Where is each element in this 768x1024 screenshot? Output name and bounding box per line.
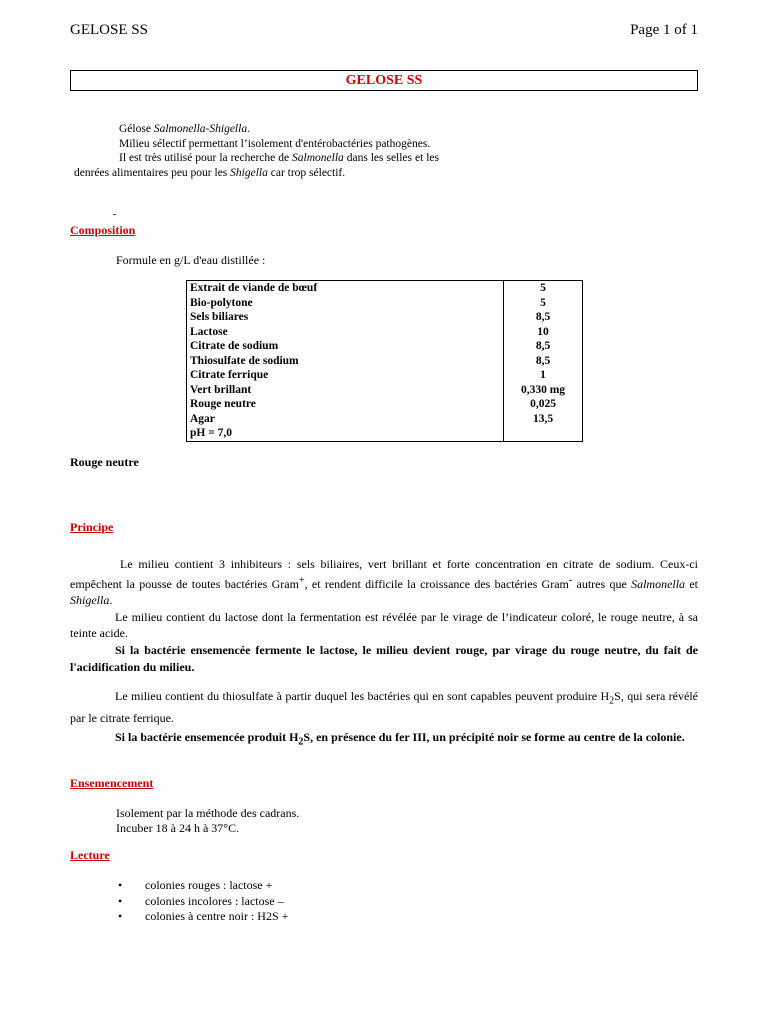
- ingredient-name: Bio-polytone: [187, 296, 504, 311]
- bullet-icon: •: [118, 909, 123, 923]
- composition-heading: Composition: [70, 223, 136, 237]
- table-row: [187, 368, 583, 383]
- intro-line-2: Milieu sélectif permettant l’isolement d'entérobactéries pathogènes.: [119, 137, 431, 150]
- ingredient-value: 5: [540, 296, 546, 309]
- principe-paragraph-1: Le milieu contient 3 inhibiteurs : sels biliaires, vert brillant et forte concentration en citrate de sodium. Ceux-ci empêchent la pousse de toutes bactéries Gram+, et rendent difficile la croissance des bactéries Gram- autres que Salmonella et Shigella. Le milieu contient du lactose dont la fermentation est révélée par le virage de l’indicateur coloré, le rouge neutre, à sa teinte acide.: [70, 557, 699, 640]
- table-row: [187, 426, 583, 441]
- principe-paragraph-3: Si la bactérie ensemencée fermente le lactose, le milieu devient rouge, par virage du rouge neutre, du fait de l'acidification du milieu.: [70, 643, 698, 674]
- ingredient-name: Extrait de viande de bœuf: [187, 281, 504, 296]
- ingredient-value: 0,025: [530, 398, 556, 410]
- ingredient-value: 10: [537, 325, 549, 338]
- ingredient-value: 1: [540, 369, 546, 381]
- table-row: [187, 339, 583, 354]
- lecture-list: [115, 878, 288, 925]
- rouge-neutre-label: Rouge neutre: [70, 455, 139, 469]
- principe-paragraph-5: Si la bactérie ensemencée produit $H_2S$, en présence du fer III, un précipité noir se forme au centre de la colonie.: [115, 730, 685, 748]
- ingredient-name: Citrate de sodium: [187, 339, 504, 354]
- ingredient-value: 5: [540, 282, 546, 294]
- document-title: GELOSE SS: [70, 70, 698, 91]
- table-row: [187, 281, 583, 296]
- table-row: [187, 296, 583, 311]
- ingredient-value: 0,330 mg: [520, 383, 566, 396]
- ingredient-name: Thiosulfate de sodium: [187, 354, 504, 369]
- table-row: [187, 325, 583, 340]
- header-page-number: Page 1 of 1: [630, 22, 698, 38]
- table-row: [187, 397, 583, 412]
- lecture-heading: Lecture: [70, 848, 110, 862]
- bullet-icon: •: [118, 893, 123, 908]
- table-row: [187, 310, 583, 325]
- ingredient-name: Citrate ferrique: [187, 368, 504, 383]
- intro-line-3: Il est très utilisé pour la recherche de Salmonella dans les selles et les denrées alimentaires peu pour les Shigella car trop sélectif.: [74, 152, 439, 179]
- dash-mark: -: [113, 209, 117, 220]
- ingredient-name: Vert brillant: [187, 383, 504, 398]
- principe-paragraph-2: Le milieu contient du lactose dont la fermentation est révélée par le virage de l’indicateur coloré, le rouge neutre, à sa teinte acide.: [70, 609, 698, 640]
- list-item: • colonies rouges : lactose +: [118, 878, 273, 892]
- ingredient-value: 13,5: [532, 412, 554, 425]
- principe-heading: Principe: [70, 520, 114, 534]
- bullet-icon: •: [118, 878, 123, 892]
- ensemencement-line-2: Incuber 18 à 24 h à 37°C.: [116, 821, 240, 835]
- list-item: • colonies à centre noir : H2S +: [118, 909, 289, 923]
- ingredient-name: Lactose: [187, 325, 504, 340]
- ensemencement-line-1: Isolement par la méthode des cadrans.: [116, 806, 300, 820]
- intro-line-1: Gélose Salmonella-Shigella.: [119, 123, 250, 135]
- composition-table: [186, 280, 583, 442]
- table-row: [187, 383, 583, 398]
- formula-text: Formule en g/L d'eau distillée :: [116, 253, 266, 267]
- list-item: • colonies incolores : lactose –: [118, 893, 284, 908]
- ingredient-value: [504, 426, 583, 441]
- ensemencement-heading: Ensemencement: [70, 776, 154, 790]
- ingredient-value: 8,5: [535, 340, 551, 352]
- table-row: [187, 412, 583, 427]
- header-left: GELOSE SS: [70, 22, 148, 38]
- ingredient-name: Agar: [187, 412, 504, 427]
- principe-paragraph-4: Le milieu contient du thiosulfate à partir duquel les bactéries qui en sont capables peuvent produire $H_2S$, qui sera révélé par le citrate ferrique.: [70, 689, 698, 725]
- intro-paragraph: [74, 122, 439, 180]
- ingredient-value: 8,5: [535, 354, 551, 367]
- ingredient-name: pH = 7,0: [187, 426, 504, 441]
- table-row: [187, 354, 583, 369]
- ingredient-name: Sels biliares: [187, 310, 504, 325]
- ingredient-name: Rouge neutre: [187, 397, 504, 412]
- ingredient-value: 8,5: [535, 311, 551, 323]
